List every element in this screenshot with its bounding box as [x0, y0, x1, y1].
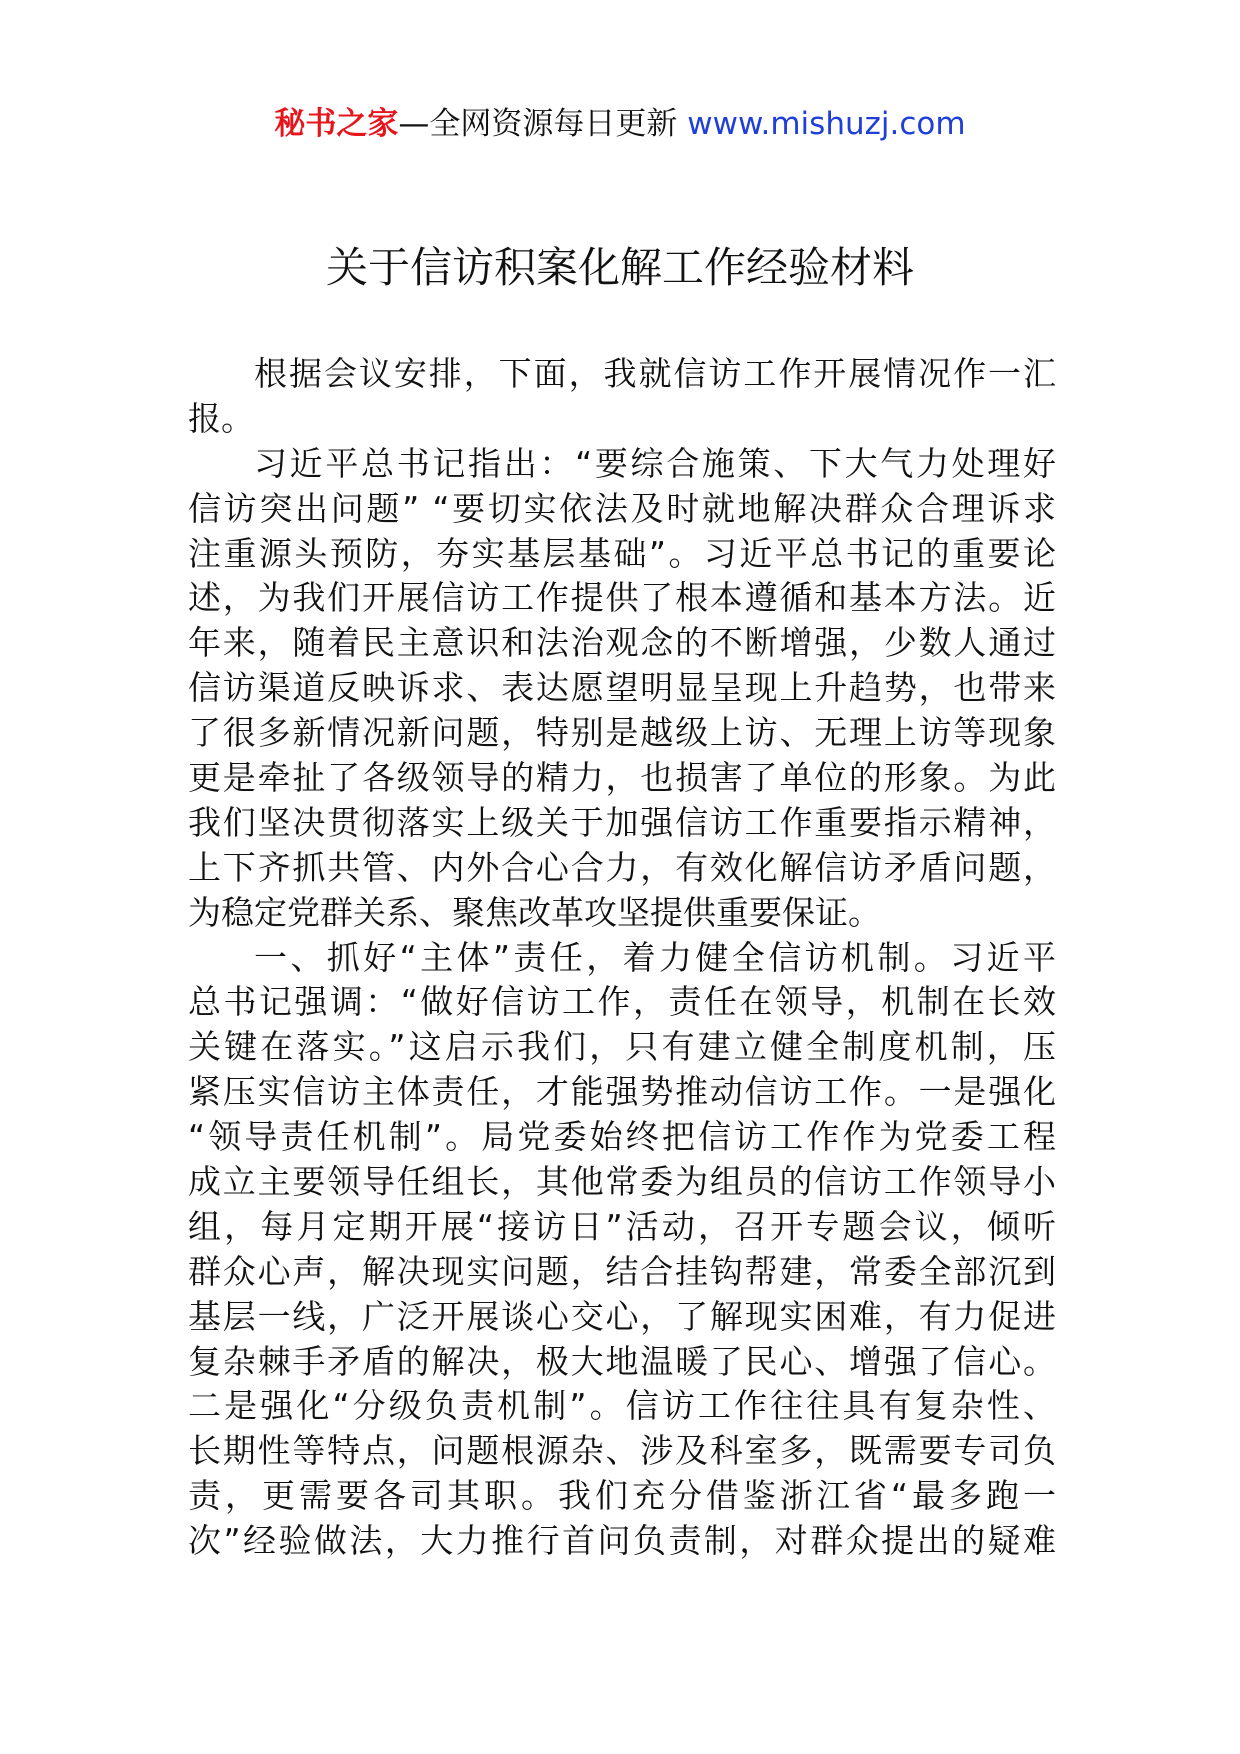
body-text-line: 信访突出问题” “要切实依法及时就地解决群众合理诉求 — [188, 488, 1056, 528]
document-title: 关于信访积案化解工作经验材料 — [325, 243, 914, 292]
body-text-line: 一、抓好“主体”责任，着力健全信访机制。习近平 — [254, 937, 1056, 977]
body-text-line: 更是牵扯了各级领导的精力，也损害了单位的形象。为此 — [188, 758, 1056, 798]
body-text-line: 复杂棘手矛盾的解决，极大地温暖了民心、增强了信心。 — [188, 1341, 1056, 1381]
body-text-line: 基层一线，广泛开展谈心交心，了解现实困难，有力促进 — [188, 1296, 1056, 1336]
body-text-line: 成立主要领导任组长，其他常委为组员的信访工作领导小 — [188, 1162, 1056, 1202]
body-text-line: 次”经验做法，大力推行首问负责制，对群众提出的疑难 — [188, 1521, 1056, 1561]
body-text-line: 我们坚决贯彻落实上级关于加强信访工作重要指示精神， — [188, 802, 1056, 842]
site-header — [0, 102, 1240, 146]
body-text-line: 上下齐抓共管、内外合心合力，有效化解信访矛盾问题， — [188, 847, 1056, 887]
body-text-line: 年来，随着民主意识和法治观念的不断增强，少数人通过 — [188, 623, 1056, 663]
site-brand: 秘书之家 — [274, 106, 399, 142]
document-body — [188, 352, 1056, 1564]
body-text-line: 关键在落实。”这启示我们，只有建立健全制度机制，压 — [188, 1027, 1056, 1067]
body-text-line: 为稳定党群关系、聚焦改革攻坚提供重要保证。 — [188, 892, 881, 932]
body-text-line: 注重源头预防，夯实基层基础”。习近平总书记的重要论 — [188, 533, 1056, 573]
body-text-line: “领导责任机制”。局党委始终把信访工作作为党委工程 — [188, 1117, 1056, 1157]
body-text-line: 习近平总书记指出：“要综合施策、下大气力处理好 — [254, 443, 1056, 483]
body-text-line: 总书记强调：“做好信访工作，责任在领导，机制在长效 — [188, 982, 1056, 1022]
body-text-line: 信访渠道反映诉求、表达愿望明显呈现上升趋势，也带来 — [188, 668, 1056, 708]
body-text-line: 组，每月定期开展“接访日”活动，召开专题会议，倾听 — [188, 1206, 1056, 1246]
body-text-line: 长期性等特点，问题根源杂、涉及科室多，既需要专司负 — [188, 1431, 1056, 1471]
site-url-link[interactable]: www.mishuzj.com — [687, 106, 966, 142]
body-text-line: 述，为我们开展信访工作提供了根本遵循和基本方法。近 — [188, 578, 1056, 618]
body-text-line: 根据会议安排，下面，我就信访工作开展情况作一汇 — [254, 354, 1056, 393]
body-text-line: 报。 — [188, 398, 254, 438]
body-text-line: 群众心声，解决现实问题，结合挂钩帮建，常委全部沉到 — [188, 1251, 1056, 1291]
body-text-line: 二是强化“分级负责机制”。信访工作往往具有复杂性、 — [188, 1386, 1056, 1426]
site-tagline: —全网资源每日更新 — [398, 106, 678, 142]
body-text-line: 紧压实信访主体责任，才能强势推动信访工作。一是强化 — [188, 1072, 1056, 1112]
body-text-line: 责，更需要各司其职。我们充分借鉴浙江省“最多跑一 — [188, 1476, 1056, 1516]
body-text-line: 了很多新情况新问题，特别是越级上访、无理上访等现象 — [188, 713, 1056, 753]
